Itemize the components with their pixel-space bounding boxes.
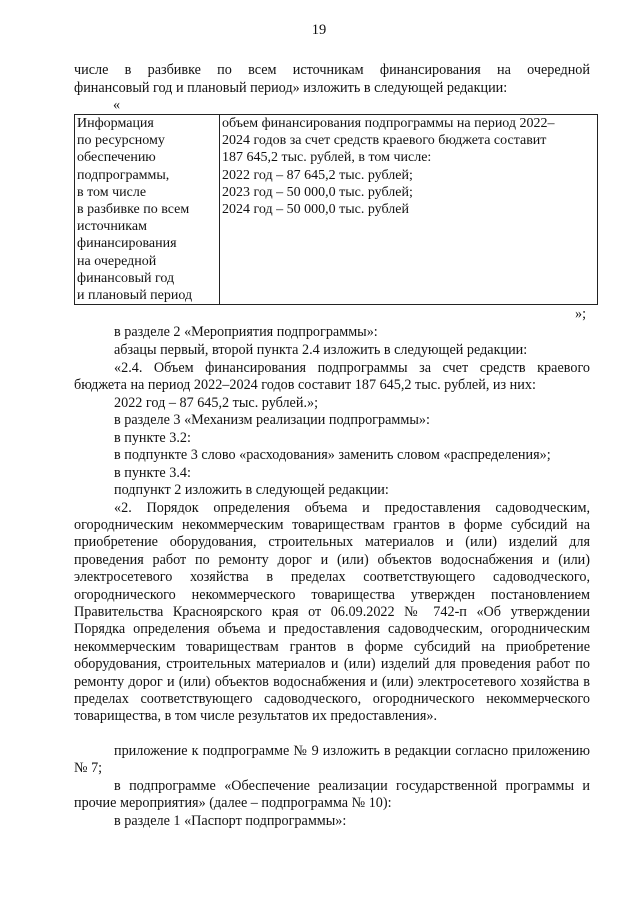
left-line: и плановый период xyxy=(77,288,193,304)
paragraph-subprogram10: в подпрограмме «Обеспечение реализации государственной программы и прочие мероприятия» (далее – подпрограмма № 10): xyxy=(74,778,590,812)
left-line: обеспечению xyxy=(77,150,156,166)
close-quote: »; xyxy=(575,306,587,322)
intro-line-2: финансовый год и плановый период» изложить в следующей редакции: xyxy=(74,79,508,96)
paragraph-order: «2. Порядок определения объема и предоставления садоводческим, огородническим некоммерческим товариществам грантов в форме субсидий на приобретение оборудования, строительных материалов и (или) изделий для проведения работ по ремонту дорог и (или) объектов водоснабжения и (или) электросетевого хозяйства в пределах соответствующего садоводческого, огороднического некоммерческого товарищества утвержден постановлением Правительства Красноярского края от 06.09.2022 № 742-п «Об утверждении Порядка определения объема и предоставления садоводческим, огородническим некоммерческим товариществам грантов в форме субсидий на приобретение оборудования, строительных материалов и (или) изделий для проведения работ по ремонту дорог и (или) объектов водоснабжения и (или) электросетевого хозяйства в пределах соответствующего садоводческого, огороднического некоммерческого товарищества, в том числе результатов их предоставления». xyxy=(74,499,590,725)
paragraph-3-4: в пункте 3.4: xyxy=(114,464,191,481)
paragraph-section1: в разделе 1 «Паспорт подпрограммы»: xyxy=(114,813,347,829)
paragraph-3-2: в пункте 3.2: xyxy=(114,429,191,446)
right-line: 2024 год – 50 000,0 тыс. рублей xyxy=(222,202,409,218)
paragraph-2-4: «2.4. Объем финансирования подпрограммы за счет средств краевого бюджета на период 2022–2024 годов составит 187 645,2 тыс. рублей, из них: xyxy=(74,359,590,393)
left-line: по ресурсному xyxy=(77,133,165,149)
right-line: 2022 год – 87 645,2 тыс. рублей; xyxy=(222,167,413,183)
left-line: в разбивке по всем xyxy=(77,202,190,218)
left-line: финансирования xyxy=(77,236,177,252)
paragraph-section2: в разделе 2 «Мероприятия подпрограммы»: xyxy=(114,324,378,340)
paragraph-abzacy: абзацы первый, второй пункта 2.4 изложить в следующей редакции: xyxy=(114,342,528,358)
paragraph-section3: в разделе 3 «Механизм реализации подпрограммы»: xyxy=(114,412,430,428)
paragraph-subpoint3: в подпункте 3 слово «расходования» заменить словом «распределения»; xyxy=(114,447,551,463)
left-line: в том числе xyxy=(77,184,147,200)
left-line: на очередной xyxy=(77,253,157,269)
table-left-cell xyxy=(75,115,220,305)
table-right-cell xyxy=(220,115,598,305)
right-line: 2023 год – 50 000,0 тыс. рублей; xyxy=(222,184,413,200)
right-line: объем финансирования подпрограммы на период 2022– xyxy=(222,116,555,131)
right-line: 187 645,2 тыс. рублей, в том числе: xyxy=(222,150,432,166)
paragraph-2022: 2022 год – 87 645,2 тыс. рублей.»; xyxy=(114,394,319,411)
page-number: 19 xyxy=(311,22,327,38)
intro-line-1: числе в разбивке по всем источникам финансирования на очередной xyxy=(74,62,590,78)
left-line: финансовый год xyxy=(77,270,175,286)
left-line: подпрограммы, xyxy=(77,167,170,183)
left-line: Информация xyxy=(77,116,154,131)
right-line: 2024 годов за счет средств краевого бюджета составит xyxy=(222,133,547,149)
resource-info-table xyxy=(74,114,598,305)
paragraph-subpoint2: подпункт 2 изложить в следующей редакции: xyxy=(114,482,389,498)
left-line: источникам xyxy=(77,219,147,235)
open-quote: « xyxy=(113,97,121,113)
paragraph-appendix: приложение к подпрограмме № 9 изложить в редакции согласно приложению № 7; xyxy=(74,743,590,777)
